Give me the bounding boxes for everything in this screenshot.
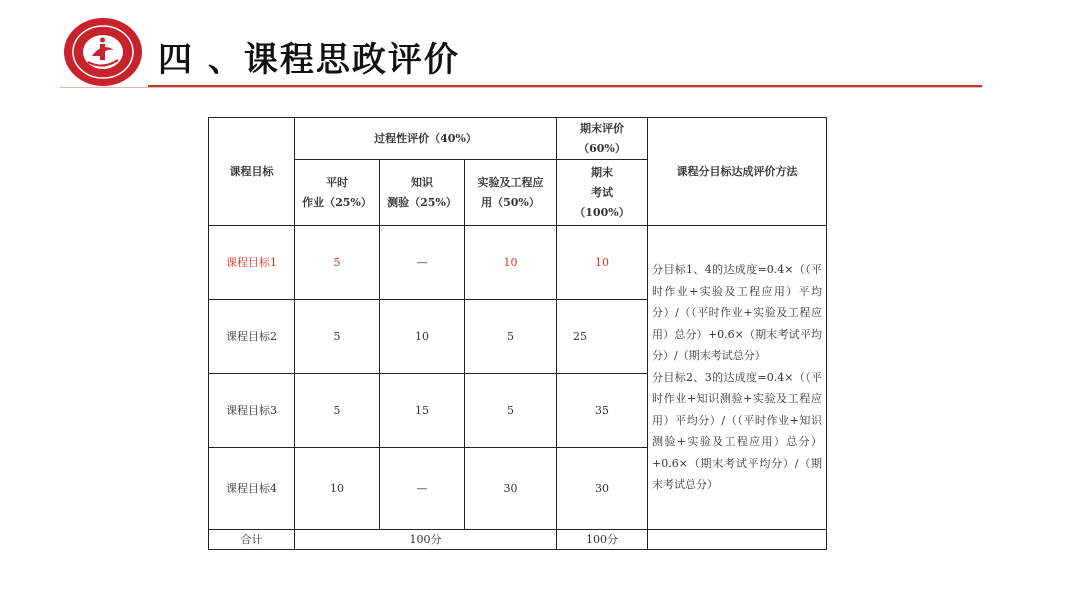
page-title: 四 、课程思政评价 — [158, 40, 460, 80]
subheader-homework — [295, 160, 380, 226]
cell-exam: 10 — [557, 226, 648, 300]
total-final: 100分 — [557, 530, 648, 550]
subheader-quiz-line2: 测验（25%） — [387, 195, 457, 209]
cell-lab: 30 — [465, 448, 557, 530]
cell-homework: 5 — [295, 226, 380, 300]
cell-lab: 5 — [465, 374, 557, 448]
subheader-lab — [465, 160, 557, 226]
cell-exam: 30 — [557, 448, 648, 530]
row-goal: 课程目标1 — [209, 226, 295, 300]
cell-exam: 35 — [557, 374, 648, 448]
method-description — [648, 226, 827, 530]
cell-quiz: 15 — [380, 374, 465, 448]
cell-homework: 5 — [295, 374, 380, 448]
row-goal: 课程目标3 — [209, 374, 295, 448]
method-text-goals-2-3: 分目标2、3的达成度=0.4×（（平时作业+知识测验+实验及工程应用）平均分）/（（平时作业+知识测验+实验及工程应用）总分）+0.6×（期末考试平均分）/（期末考试总分） — [652, 370, 822, 492]
subheader-exam-line3: （100%） — [574, 205, 630, 219]
subheader-lab-line2: 用（50%） — [481, 195, 540, 209]
subheader-homework-line2: 作业（25%） — [302, 195, 372, 209]
cell-homework: 10 — [295, 448, 380, 530]
total-row — [209, 530, 827, 550]
header-final-eval-line1: 期末评价 — [580, 121, 624, 135]
header-final-eval-line2: （60%） — [578, 141, 626, 155]
subheader-quiz — [380, 160, 465, 226]
total-label: 合计 — [209, 530, 295, 550]
header-process-eval: 过程性评价（40%） — [295, 118, 557, 160]
header-course-goal: 课程目标 — [209, 118, 295, 226]
header-final-eval — [557, 118, 648, 160]
cell-quiz: — — [380, 226, 465, 300]
subheader-exam — [557, 160, 648, 226]
university-seal-icon — [62, 16, 144, 88]
row-goal: 课程目标2 — [209, 300, 295, 374]
cell-lab: 10 — [465, 226, 557, 300]
subheader-lab-line1: 实验及工程应 — [477, 175, 544, 189]
title-underline-shadow — [60, 87, 982, 88]
total-process: 100分 — [295, 530, 557, 550]
cell-exam: 25 — [557, 300, 648, 374]
cell-homework: 5 — [295, 300, 380, 374]
cell-quiz: 10 — [380, 300, 465, 374]
assessment-table — [208, 117, 827, 550]
cell-lab: 5 — [465, 300, 557, 374]
subheader-homework-line1: 平时 — [326, 175, 348, 189]
cell-quiz: — — [380, 448, 465, 530]
subheader-exam-line1: 期末 — [591, 165, 613, 179]
total-method-empty — [648, 530, 827, 550]
subheader-quiz-line1: 知识 — [411, 175, 433, 189]
table-row — [209, 226, 827, 300]
row-goal: 课程目标4 — [209, 448, 295, 530]
method-text-goals-1-4: 分目标1、4的达成度=0.4×（（平时作业+实验及工程应用）平均分）/（（平时作业+实验及工程应用）总分）+0.6×（期末考试平均分）/（期末考试总分） — [652, 263, 822, 363]
subheader-exam-line2: 考试 — [591, 185, 613, 199]
header-method: 课程分目标达成评价方法 — [648, 118, 827, 226]
